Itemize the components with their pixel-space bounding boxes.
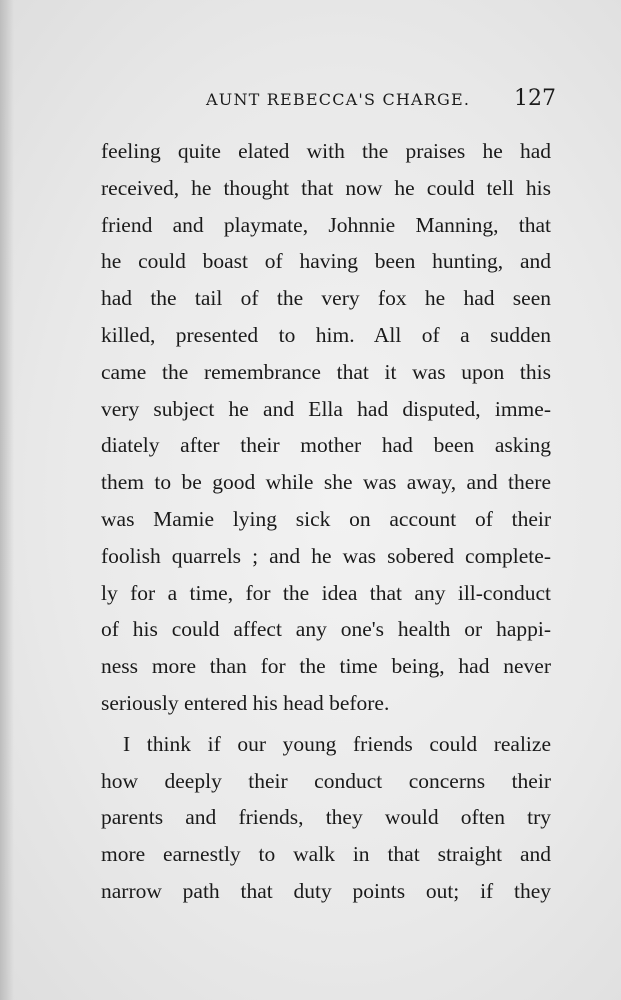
text-line: received, he thought that now he could tell his [101,175,551,200]
text-line: parents and friends, they would often try [101,805,551,830]
text-line: more earnestly to walk in that straight and [101,842,551,867]
running-title: AUNT REBECCA'S CHARGE. [206,90,471,109]
paragraph [101,133,551,722]
text-line: how deeply their conduct concerns their [101,768,551,793]
text-line: of his could affect any one's health or happi- [101,617,551,642]
text-line: came the remembrance that it was upon this [101,359,551,384]
text-line: feeling quite elated with the praises he had [101,139,551,163]
running-head [0,86,621,116]
text-line: was Mamie lying sick on account of their [101,506,551,531]
text-line: very subject he and Ella had disputed, imme- [101,396,551,421]
text-line: narrow path that duty points out; if they [101,878,551,903]
text-line: diately after their mother had been asking [101,433,551,458]
text-line: them to be good while she was away, and there [101,470,551,495]
text-line: ness more than for the time being, had never [101,654,551,679]
text-line: ly for a time, for the idea that any ill-conduct [101,580,551,605]
paragraph [101,726,551,910]
gutter-shadow [0,0,14,1000]
text-line: had the tail of the very fox he had seen [101,286,551,311]
body-text [101,133,551,910]
text-line: he could boast of having been hunting, and [101,249,551,274]
page-number: 127 [514,86,556,111]
text-line: seriously entered his head before. [101,690,390,715]
text-line: friend and playmate, Johnnie Manning, that [101,212,551,237]
text-line: foolish quarrels ; and he was sobered complete- [101,543,551,568]
text-line: I think if our young friends could realize [123,731,551,756]
text-line: killed, presented to him. All of a sudden [101,322,551,347]
